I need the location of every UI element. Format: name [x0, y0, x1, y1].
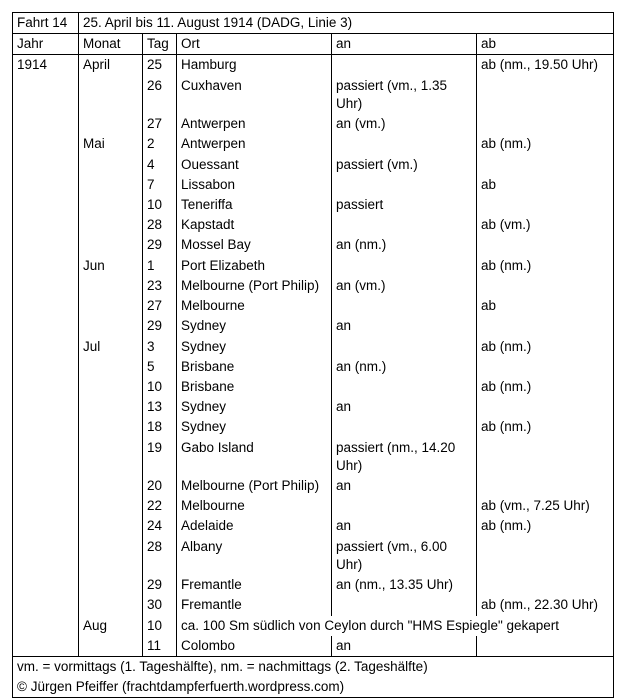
- cell-ort: Sydney: [177, 316, 332, 336]
- table-row: [13, 195, 614, 215]
- cell-tag: 23: [143, 276, 177, 296]
- cell-ort: Brisbane: [177, 357, 332, 377]
- cell-ort: Sydney: [177, 397, 332, 417]
- cell-jahr: [13, 516, 79, 536]
- cell-ort: Fremantle: [177, 575, 332, 595]
- table-row: [13, 256, 614, 276]
- cell-jahr: [13, 595, 79, 615]
- cell-ort: Ouessant: [177, 155, 332, 175]
- cell-ort: Albany: [177, 537, 332, 575]
- cell-ort: Brisbane: [177, 377, 332, 397]
- cell-an: [332, 175, 477, 195]
- cell-monat: [79, 215, 143, 235]
- cell-monat: [79, 316, 143, 336]
- cell-ab: [477, 537, 614, 575]
- column-header-an: an: [332, 34, 477, 55]
- cell-ort: Port Elizabeth: [177, 256, 332, 276]
- cell-ort: Sydney: [177, 417, 332, 437]
- table-row: [13, 516, 614, 536]
- cell-ort: Teneriffa: [177, 195, 332, 215]
- cell-an: passiert: [332, 195, 477, 215]
- cell-monat: April: [79, 55, 143, 76]
- cell-ort: Antwerpen: [177, 134, 332, 154]
- cell-monat: Aug: [79, 616, 143, 636]
- cell-tag: 10: [143, 377, 177, 397]
- cell-tag: 4: [143, 155, 177, 175]
- cell-an: passiert (vm.): [332, 155, 477, 175]
- cell-ort: Melbourne (Port Philip): [177, 276, 332, 296]
- cell-monat: [79, 595, 143, 615]
- table-row: [13, 575, 614, 595]
- cell-tag: 5: [143, 357, 177, 377]
- cell-ab: ab: [477, 175, 614, 195]
- cell-an: an: [332, 397, 477, 417]
- cell-ab: [477, 76, 614, 114]
- cell-ort: Sydney: [177, 337, 332, 357]
- cell-tag: 29: [143, 575, 177, 595]
- title-row: [13, 13, 614, 34]
- cell-tag: 28: [143, 215, 177, 235]
- cell-ab: ab (nm.): [477, 516, 614, 536]
- credit-row: [13, 677, 614, 698]
- cell-ab: [477, 575, 614, 595]
- cell-monat: Mai: [79, 134, 143, 154]
- cell-jahr: [13, 195, 79, 215]
- voyage-rows: [13, 55, 614, 657]
- table-row: [13, 595, 614, 615]
- cell-ab: ab (nm.): [477, 377, 614, 397]
- credit-text: © Jürgen Pfeiffer (frachtdampferfuerth.wordpress.com): [13, 677, 614, 698]
- cell-tag: 24: [143, 516, 177, 536]
- cell-an: [332, 496, 477, 516]
- cell-jahr: [13, 256, 79, 276]
- cell-tag: 11: [143, 636, 177, 657]
- cell-jahr: [13, 215, 79, 235]
- cell-ort: Adelaide: [177, 516, 332, 536]
- cell-ort: Antwerpen: [177, 114, 332, 134]
- cell-tag: 13: [143, 397, 177, 417]
- cell-jahr: [13, 537, 79, 575]
- cell-ort: Melbourne (Port Philip): [177, 476, 332, 496]
- cell-tag: 26: [143, 76, 177, 114]
- cell-monat: [79, 296, 143, 316]
- cell-monat: [79, 114, 143, 134]
- cell-an: an (vm.): [332, 114, 477, 134]
- cell-monat: Jul: [79, 337, 143, 357]
- cell-ab: ab (nm., 22.30 Uhr): [477, 595, 614, 615]
- cell-tag: 25: [143, 55, 177, 76]
- title-description: 25. April bis 11. August 1914 (DADG, Linie 3): [79, 13, 614, 34]
- cell-jahr: [13, 76, 79, 114]
- cell-jahr: [13, 134, 79, 154]
- cell-jahr: [13, 476, 79, 496]
- cell-monat: [79, 175, 143, 195]
- cell-an: [332, 296, 477, 316]
- cell-an: [332, 256, 477, 276]
- table-row: [13, 397, 614, 417]
- cell-an: an (vm.): [332, 276, 477, 296]
- cell-ort: Melbourne: [177, 496, 332, 516]
- cell-ab: ab (nm.): [477, 256, 614, 276]
- table-row: [13, 296, 614, 316]
- cell-ort: Colombo: [177, 636, 332, 657]
- cell-ab: [477, 316, 614, 336]
- cell-ab: ab (nm.): [477, 337, 614, 357]
- cell-an: [332, 595, 477, 615]
- table-row: [13, 175, 614, 195]
- cell-ort: Mossel Bay: [177, 235, 332, 255]
- cell-an: an: [332, 636, 477, 657]
- cell-tag: 7: [143, 175, 177, 195]
- cell-jahr: [13, 417, 79, 437]
- table-row: [13, 76, 614, 114]
- table-row: [13, 377, 614, 397]
- table-row: [13, 337, 614, 357]
- cell-ort: Hamburg: [177, 55, 332, 76]
- cell-tag: 19: [143, 438, 177, 476]
- cell-ab: ab (vm.): [477, 215, 614, 235]
- cell-jahr: [13, 337, 79, 357]
- cell-ort: Lissabon: [177, 175, 332, 195]
- cell-monat: [79, 195, 143, 215]
- cell-ab: ab (vm., 7.25 Uhr): [477, 496, 614, 516]
- cell-monat: [79, 575, 143, 595]
- cell-monat: [79, 276, 143, 296]
- cell-tag: 3: [143, 337, 177, 357]
- cell-an: an (nm.): [332, 357, 477, 377]
- cell-tag: 2: [143, 134, 177, 154]
- table-row: [13, 636, 614, 657]
- cell-monat: [79, 438, 143, 476]
- cell-ab: ab (nm., 19.50 Uhr): [477, 55, 614, 76]
- table-header-group: [13, 13, 614, 55]
- table-row: [13, 155, 614, 175]
- cell-an: [332, 55, 477, 76]
- cell-an: an (nm., 13.35 Uhr): [332, 575, 477, 595]
- table-row: [13, 55, 614, 76]
- cell-ort: Fremantle: [177, 595, 332, 615]
- cell-ab: [477, 476, 614, 496]
- footer-group: [13, 657, 614, 698]
- cell-tag: 29: [143, 235, 177, 255]
- cell-an: [332, 215, 477, 235]
- cell-ab: [477, 155, 614, 175]
- cell-an: passiert (nm., 14.20 Uhr): [332, 438, 477, 476]
- cell-ab: ab (nm.): [477, 417, 614, 437]
- table-row: [13, 417, 614, 437]
- cell-tag: 18: [143, 417, 177, 437]
- voyage-document: [12, 12, 613, 698]
- cell-an: passiert (vm., 1.35 Uhr): [332, 76, 477, 114]
- cell-ab: [477, 114, 614, 134]
- cell-ort: Melbourne: [177, 296, 332, 316]
- cell-jahr: [13, 114, 79, 134]
- cell-tag: 27: [143, 114, 177, 134]
- column-header-jahr: Jahr: [13, 34, 79, 55]
- cell-jahr: [13, 397, 79, 417]
- cell-tag: 22: [143, 496, 177, 516]
- cell-an: an (nm.): [332, 235, 477, 255]
- table-row: [13, 357, 614, 377]
- cell-monat: [79, 357, 143, 377]
- cell-ab: [477, 438, 614, 476]
- cell-monat: [79, 76, 143, 114]
- cell-monat: [79, 636, 143, 657]
- cell-jahr: [13, 357, 79, 377]
- cell-ab: ab (nm.): [477, 134, 614, 154]
- cell-an: an: [332, 516, 477, 536]
- cell-jahr: [13, 377, 79, 397]
- cell-monat: [79, 417, 143, 437]
- table-row: [13, 496, 614, 516]
- legend-text: vm. = vormittags (1. Tageshälfte), nm. = nachmittags (2. Tageshälfte): [13, 657, 614, 678]
- column-header-ort: Ort: [177, 34, 332, 55]
- cell-ab: [477, 636, 614, 657]
- cell-ort: ca. 100 Sm südlich von Ceylon durch "HMS Espiegle" gekapert: [177, 616, 614, 636]
- cell-tag: 1: [143, 256, 177, 276]
- cell-tag: 10: [143, 195, 177, 215]
- cell-jahr: [13, 616, 79, 636]
- table-row: [13, 476, 614, 496]
- table-row: [13, 276, 614, 296]
- table-row: [13, 134, 614, 154]
- cell-jahr: [13, 276, 79, 296]
- cell-monat: [79, 155, 143, 175]
- table-row: [13, 114, 614, 134]
- cell-tag: 20: [143, 476, 177, 496]
- cell-ab: ab: [477, 296, 614, 316]
- cell-jahr: [13, 235, 79, 255]
- cell-ort: Kapstadt: [177, 215, 332, 235]
- cell-monat: [79, 496, 143, 516]
- cell-jahr: [13, 496, 79, 516]
- cell-ab: [477, 357, 614, 377]
- title-fahrt: Fahrt 14: [13, 13, 79, 34]
- cell-jahr: [13, 636, 79, 657]
- cell-monat: [79, 377, 143, 397]
- cell-tag: 29: [143, 316, 177, 336]
- cell-ab: [477, 195, 614, 215]
- cell-tag: 28: [143, 537, 177, 575]
- cell-monat: Jun: [79, 256, 143, 276]
- cell-an: an: [332, 476, 477, 496]
- cell-ab: [477, 276, 614, 296]
- cell-jahr: [13, 575, 79, 595]
- legend-row: [13, 657, 614, 678]
- cell-monat: [79, 235, 143, 255]
- table-row: [13, 616, 614, 636]
- cell-jahr: [13, 316, 79, 336]
- cell-ort: Gabo Island: [177, 438, 332, 476]
- cell-monat: [79, 516, 143, 536]
- cell-tag: 10: [143, 616, 177, 636]
- table-row: [13, 438, 614, 476]
- table-row: [13, 316, 614, 336]
- table-row: [13, 235, 614, 255]
- cell-an: [332, 134, 477, 154]
- cell-jahr: [13, 438, 79, 476]
- column-header-ab: ab: [477, 34, 614, 55]
- cell-jahr: [13, 175, 79, 195]
- cell-tag: 27: [143, 296, 177, 316]
- column-header-tag: Tag: [143, 34, 177, 55]
- cell-ab: [477, 397, 614, 417]
- cell-an: passiert (vm., 6.00 Uhr): [332, 537, 477, 575]
- voyage-table: [12, 12, 614, 698]
- cell-an: an: [332, 316, 477, 336]
- table-row: [13, 537, 614, 575]
- cell-ab: [477, 235, 614, 255]
- cell-an: [332, 377, 477, 397]
- cell-ort: Cuxhaven: [177, 76, 332, 114]
- column-header-row: [13, 34, 614, 55]
- cell-monat: [79, 397, 143, 417]
- cell-jahr: 1914: [13, 55, 79, 76]
- cell-an: [332, 417, 477, 437]
- cell-jahr: [13, 155, 79, 175]
- cell-jahr: [13, 296, 79, 316]
- column-header-monat: Monat: [79, 34, 143, 55]
- cell-tag: 30: [143, 595, 177, 615]
- cell-monat: [79, 476, 143, 496]
- table-row: [13, 215, 614, 235]
- cell-monat: [79, 537, 143, 575]
- cell-an: [332, 337, 477, 357]
